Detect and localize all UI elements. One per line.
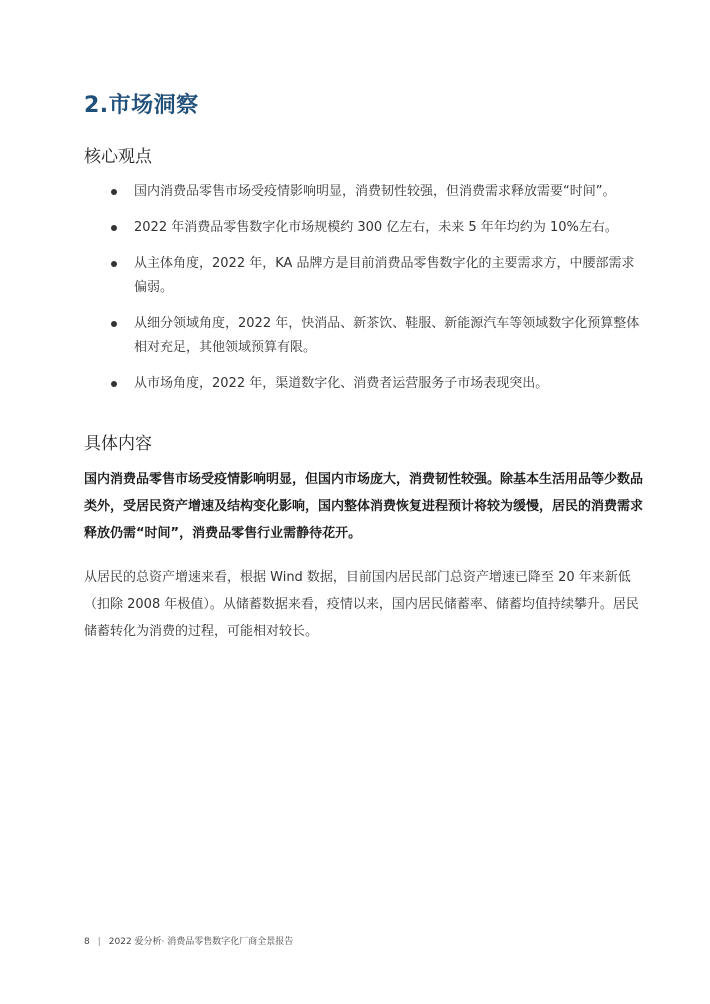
bullet-text: 从市场角度，2022 年，渠道数字化、消费者运营服务子市场表现突出。 — [134, 376, 549, 391]
page-number: 8 — [84, 937, 90, 947]
bullet-text: 从主体角度，2022 年，KA 品牌方是目前消费品零售数字化的主要需求方，中腰部需求偏弱。 — [134, 256, 635, 295]
bullet-icon — [111, 321, 117, 327]
list-item — [84, 312, 644, 360]
detail-content-heading: 具体内容 — [84, 434, 152, 454]
footer-report-title: 2022 爱分析· 消费品零售数字化厂商全景报告 — [108, 937, 294, 947]
bullet-text: 从细分领域角度，2022 年，快消品、新茶饮、鞋服、新能源汽车等领域数字化预算整体相对充足，其他领域预算有限。 — [134, 316, 640, 355]
core-viewpoints-list — [84, 180, 644, 396]
list-item — [84, 372, 644, 396]
bold-summary-paragraph: 国内消费品零售市场受疫情影响明显，但国内市场庞大，消费韧性较强。除基本生活用品等少数品类外，受居民资产增速及结构变化影响，国内整体消费恢复进程预计将较为缓慢，居民的消费需求释放仍需“时间”，消费品零售行业需静待花开。 — [84, 472, 644, 541]
page-footer — [84, 934, 293, 947]
footer-separator: | — [97, 937, 101, 947]
bullet-text: 2022 年消费品零售数字化市场规模约 300 亿左右，未来 5 年年均约为 10%左右。 — [134, 220, 618, 235]
bullet-icon — [111, 189, 117, 195]
core-viewpoints-heading: 核心观点 — [84, 147, 152, 167]
list-item — [84, 216, 644, 240]
bullet-icon — [111, 261, 117, 267]
list-item — [84, 180, 644, 204]
list-item — [84, 252, 644, 300]
bullet-icon — [111, 381, 117, 387]
bullet-icon — [111, 225, 117, 231]
bullet-text: 国内消费品零售市场受疫情影响明显，消费韧性较强，但消费需求释放需要“时间”。 — [134, 184, 616, 199]
section-title: 2.市场洞察 — [84, 93, 199, 118]
body-paragraph: 从居民的总资产增速来看，根据 Wind 数据，目前国内居民部门总资产增速已降至 20 年来新低（扣除 2008 年极值）。从储蓄数据来看，疫情以来，国内居民储蓄率、储蓄均值持续攀升。居民储蓄转化为消费的过程，可能相对较长。 — [84, 570, 639, 639]
